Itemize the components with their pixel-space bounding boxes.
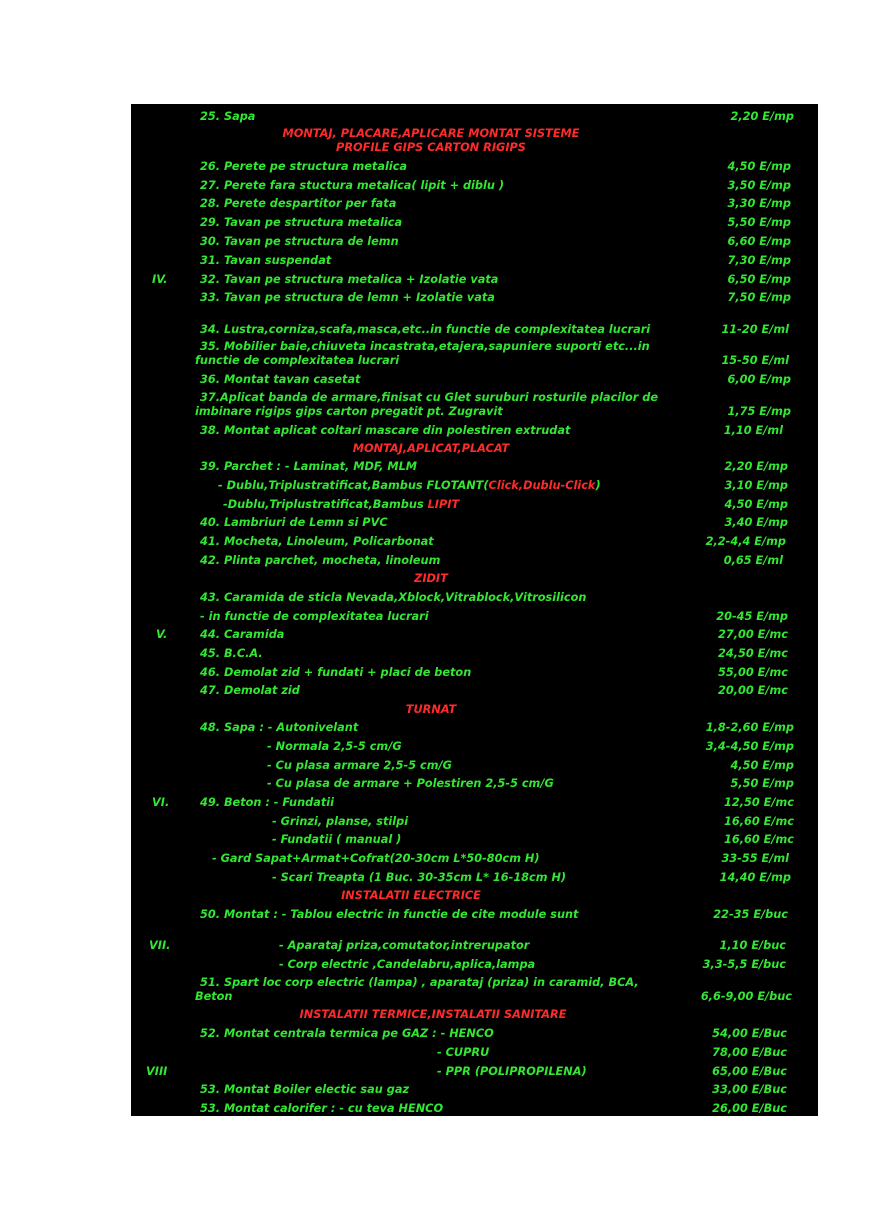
item-label: imbinare rigips gips carton pregatit pt. Zugravit <box>195 405 503 418</box>
item-label-highlight: LIPIT <box>427 498 460 511</box>
item-label: 53. Montat Boiler electic sau gaz <box>200 1083 410 1096</box>
item-label: 35. Mobilier baie,chiuveta incastrata,etajera,sapuniere suporti etc...in <box>200 340 650 353</box>
item-label: Beton <box>195 990 233 1003</box>
item-price: 26,00 E/Buc <box>712 1102 787 1115</box>
item-label: 47. Demolat zid <box>200 684 300 697</box>
item-price: 78,00 E/Buc <box>712 1046 787 1059</box>
item-price: 20-45 E/mp <box>716 610 788 623</box>
item-price: 22-35 E/buc <box>713 908 788 921</box>
item-price: 2,20 E/mp <box>730 110 794 123</box>
item-label: 50. Montat : - Tablou electric in functie de cite module sunt <box>200 908 579 921</box>
item-label: 48. Sapa : - Autonivelant <box>200 721 359 734</box>
item-price: 3,10 E/mp <box>724 479 788 492</box>
item-price: 6,00 E/mp <box>727 373 791 386</box>
item-price: 14,40 E/mp <box>719 871 791 884</box>
item-price: 6,60 E/mp <box>727 235 791 248</box>
item-label: 32. Tavan pe structura metalica + Izolatie vata <box>200 273 499 286</box>
item-price: 3,50 E/mp <box>727 179 791 192</box>
item-price: 7,50 E/mp <box>727 291 791 304</box>
item-label: 46. Demolat zid + fundati + placi de beton <box>200 666 472 679</box>
item-label: - Scari Treapta (1 Buc. 30-35cm L* 16-18cm H) <box>272 871 567 884</box>
item-label: 28. Perete despartitor per fata <box>200 197 397 210</box>
section-heading: MONTAJ, PLACARE,APLICARE MONTAT SISTEME <box>282 127 580 140</box>
section-heading: INSTALATII ELECTRICE <box>341 889 481 902</box>
item-label: - Aparataj priza,comutator,intrerupator <box>279 939 530 952</box>
item-price: 1,8-2,60 E/mp <box>705 721 794 734</box>
section-numeral: VIII <box>146 1065 168 1078</box>
item-label: - Normala 2,5-5 cm/G <box>267 740 402 753</box>
section-heading: PROFILE GIPS CARTON RIGIPS <box>336 141 526 154</box>
item-label: - Corp electric ,Candelabru,aplica,lampa <box>279 958 536 971</box>
item-label: 42. Plinta parchet, mocheta, linoleum <box>200 554 441 567</box>
item-price: 11-20 E/ml <box>721 323 789 336</box>
section-numeral: V. <box>156 628 168 641</box>
item-price: 0,65 E/ml <box>723 554 783 567</box>
item-label: 34. Lustra,corniza,scafa,masca,etc..in functie de complexitatea lucrari <box>200 323 651 336</box>
section-heading: TURNAT <box>405 703 457 716</box>
item-label: - Gard Sapat+Armat+Cofrat(20-30cm L*50-80cm H) <box>212 852 540 865</box>
item-label: 44. Caramida <box>200 628 285 641</box>
item-label: 27. Perete fara stuctura metalica( lipit + diblu ) <box>200 179 505 192</box>
item-price: 1,75 E/mp <box>727 405 791 418</box>
section-heading: ZIDIT <box>414 572 448 585</box>
item-price: 16,60 E/mc <box>724 833 794 846</box>
item-price: 54,00 E/Buc <box>712 1027 787 1040</box>
item-price: 4,50 E/mp <box>727 160 791 173</box>
item-label: 39. Parchet : - Laminat, MDF, MLM <box>200 460 418 473</box>
item-label: - CUPRU <box>437 1046 490 1059</box>
item-label <box>218 479 601 493</box>
section-numeral: VII. <box>149 939 171 952</box>
item-label: 25. Sapa <box>200 110 256 123</box>
item-label-part: -Dublu,Triplustratificat,Bambus <box>223 498 428 511</box>
item-label: - Fundatii ( manual ) <box>272 833 402 846</box>
item-label: - Grinzi, planse, stilpi <box>272 815 409 828</box>
section-heading: INSTALATII TERMICE,INSTALATII SANITARE <box>299 1008 567 1021</box>
item-label: 36. Montat tavan casetat <box>200 373 361 386</box>
item-label: 26. Perete pe structura metalica <box>200 160 408 173</box>
item-price: 5,50 E/mp <box>727 216 791 229</box>
item-price: 24,50 E/mc <box>718 647 788 660</box>
item-price: 1,10 E/buc <box>719 939 786 952</box>
item-price: 65,00 E/Buc <box>712 1065 787 1078</box>
item-price: 7,30 E/mp <box>727 254 791 267</box>
item-price: 5,50 E/mp <box>730 777 794 790</box>
section-heading: MONTAJ,APLICAT,PLACAT <box>352 442 510 455</box>
item-price: 16,60 E/mc <box>724 815 794 828</box>
item-price: 2,20 E/mp <box>724 460 788 473</box>
item-price: 4,50 E/mp <box>724 498 788 511</box>
item-price: 3,3-5,5 E/buc <box>702 958 786 971</box>
item-label: 33. Tavan pe structura de lemn + Izolatie vata <box>200 291 495 304</box>
item-label: 30. Tavan pe structura de lemn <box>200 235 399 248</box>
item-label: 49. Beton : - Fundatii <box>200 796 335 809</box>
item-label: 38. Montat aplicat coltari mascare din polestiren extrudat <box>200 424 571 437</box>
item-label: 41. Mocheta, Linoleum, Policarbonat <box>200 535 434 548</box>
item-label-part: ) <box>595 479 601 492</box>
item-label: - Cu plasa de armare + Polestiren 2,5-5 cm/G <box>267 777 554 790</box>
item-label: 52. Montat centrala termica pe GAZ : - HENCO <box>200 1027 494 1040</box>
item-label: functie de complexitatea lucrari <box>195 354 400 367</box>
item-label: 40. Lambriuri de Lemn si PVC <box>200 516 388 529</box>
item-price: 27,00 E/mc <box>718 628 788 641</box>
item-label-highlight: Click,Dublu-Click <box>488 479 596 492</box>
item-price: 15-50 E/ml <box>721 354 789 367</box>
item-label: 43. Caramida de sticla Nevada,Xblock,Vitrablock,Vitrosilicon <box>200 591 587 604</box>
section-numeral: IV. <box>152 273 168 286</box>
item-price: 33,00 E/Buc <box>712 1083 787 1096</box>
item-price: 4,50 E/mp <box>730 759 794 772</box>
item-label: 51. Spart loc corp electric (lampa) , aparataj (priza) in caramid, BCA, <box>200 976 639 989</box>
item-price: 1,10 E/ml <box>723 424 783 437</box>
item-label: 29. Tavan pe structura metalica <box>200 216 403 229</box>
item-label: 53. Montat calorifer : - cu teva HENCO <box>200 1102 444 1115</box>
section-numeral: VI. <box>152 796 170 809</box>
item-price: 3,4-4,50 E/mp <box>705 740 794 753</box>
item-price: 3,30 E/mp <box>727 197 791 210</box>
item-price: 6,50 E/mp <box>727 273 791 286</box>
item-label: - Cu plasa armare 2,5-5 cm/G <box>267 759 452 772</box>
item-label: - in functie de complexitatea lucrari <box>200 610 429 623</box>
item-price: 6,6-9,00 E/buc <box>700 990 792 1003</box>
item-price: 12,50 E/mc <box>724 796 794 809</box>
item-price: 55,00 E/mc <box>718 666 788 679</box>
item-label-part: - Dublu,Triplustratificat,Bambus FLOTANT( <box>218 479 489 492</box>
item-label: 45. B.C.A. <box>200 647 263 660</box>
item-price: 3,40 E/mp <box>724 516 788 529</box>
item-label: - PPR (POLIPROPILENA) <box>437 1065 587 1078</box>
price-list-sheet <box>131 104 818 1116</box>
item-price: 20,00 E/mc <box>718 684 788 697</box>
item-label <box>223 498 459 512</box>
item-label: 31. Tavan suspendat <box>200 254 332 267</box>
item-label: 37.Aplicat banda de armare,finisat cu Glet suruburi rosturile placilor de <box>200 391 659 404</box>
item-price: 33-55 E/ml <box>721 852 789 865</box>
item-price: 2,2-4,4 E/mp <box>705 535 786 548</box>
